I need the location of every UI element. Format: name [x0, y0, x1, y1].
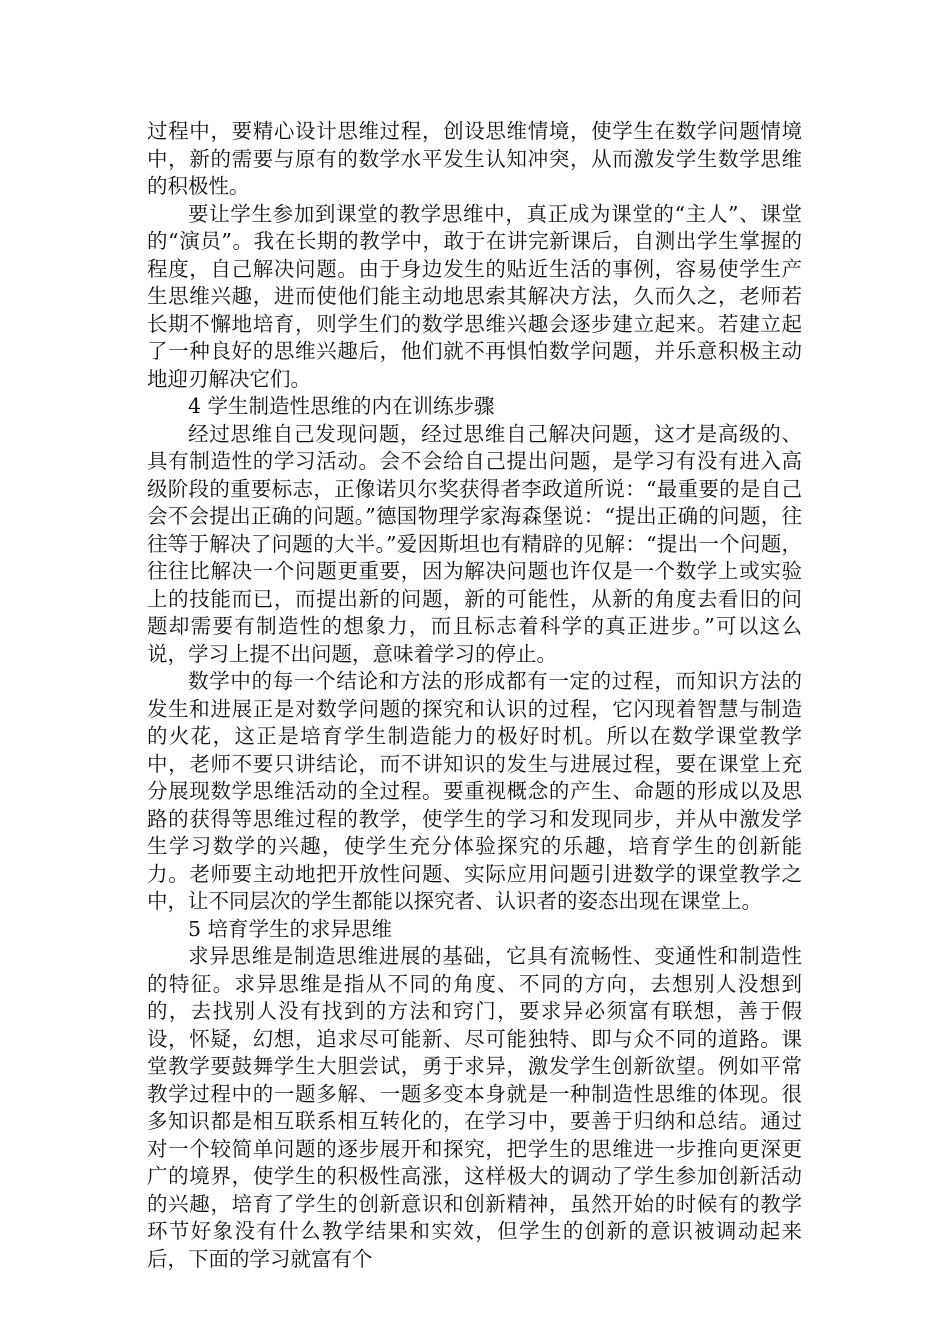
section-heading-5: 5 培育学生的求异思维	[188, 916, 393, 941]
paragraph-student-participation: 要让学生参加到课堂的教学思维中，真正成为课堂的“主人”、课堂的“演员”。我在长期的教学中，敢于在讲完新课后，自测出学生掌握的程度，自己解决问题。由于身边发生的贴近生活的事例，容易使学生产生思维兴趣，进而使他们能主动地思索其解决方法，久而久之，老师若长期不懈地培育，则学生们的数学思维兴趣会逐步建立起来。若建立起了一种良好的思维兴趣后，他们就不再惧怕数学问题，并乐意积极主动地迎刃解决它们。	[147, 201, 802, 391]
paragraph-asking-questions: 经过思维自己发现问题，经过思维自己解决问题，这才是高级的、具有制造性的学习活动。会不会给自己提出问题，是学习有没有进入高级阶段的重要标志，正像诺贝尔奖获得者李政道所说：“最重要的是自己会不会提出正确的问题。”德国物理学家海森堡说：“提出正确的问题，往往等于解决了问题的大半。”爱因斯坦也有精辟的见解：“提出一个问题，往往比解决一个问题更重要，因为解决问题也许仅是一个数学上或实验上的技能而已，而提出新的问题，新的可能性，从新的角度去看旧的问题却需要有制造性的想象力，而且标志着科学的真正进步。”可以这么说，学习上提不出问题，意味着学习的停止。	[147, 421, 802, 666]
paragraph-conclusion-process: 数学中的每一个结论和方法的形成都有一定的过程，而知识方法的发生和进展正是对数学问题的探究和认识的过程，它闪现着智慧与制造的火花，这正是培育学生制造能力的极好时机。所以在数学课堂教学中，老师不要只讲结论，而不讲知识的发生与进展过程，要在课堂上充分展现数学思维活动的全过程。要重视概念的产生、命题的形成以及思路的获得等思维过程的教学，使学生的学习和发现同步，并从中激发学生学习数学的兴趣，使学生充分体验探究的乐趣，培育学生的创新能力。老师要主动地把开放性问题、实际应用问题引进数学的课堂教学之中，让不同层次的学生都能以探究者、认识者的姿态出现在课堂上。	[147, 669, 802, 913]
paragraph-divergent-thinking: 求异思维是制造思维进展的基础，它具有流畅性、变通性和制造性的特征。求异思维是指从不同的角度、不同的方向，去想别人没想到的，去找别人没有找到的方法和窍门，要求异必须富有联想，善于假设，怀疑，幻想，追求尽可能新、尽可能独特、即与众不同的道路。课堂教学要鼓舞学生大胆尝试，勇于求异，激发学生创新欲望。例如平常教学过程中的一题多解、一题多变本身就是一种制造性思维的体现。很多知识都是相互联系相互转化的，在学习中，要善于归纳和总结。通过对一个较简单问题的逐步展开和探究，把学生的思维进一步推向更深更广的境界，使学生的积极性高涨，这样极大的调动了学生参加创新活动的兴趣，培育了学生的创新意识和创新精神，虽然开始的时候有的教学环节好象没有什么教学结果和实效，但学生的创新的意识被调动起来后，下面的学习就富有个	[147, 944, 802, 1271]
paragraph-continuation: 过程中，要精心设计思维过程，创设思维情境，使学生在数学问题情境中，新的需要与原有的数学水平发生认知冲突，从而激发学生数学思维的积极性。	[147, 119, 802, 198]
document-page	[147, 118, 802, 1273]
section-heading-4: 4 学生制造性思维的内在训练步骤	[188, 394, 495, 418]
